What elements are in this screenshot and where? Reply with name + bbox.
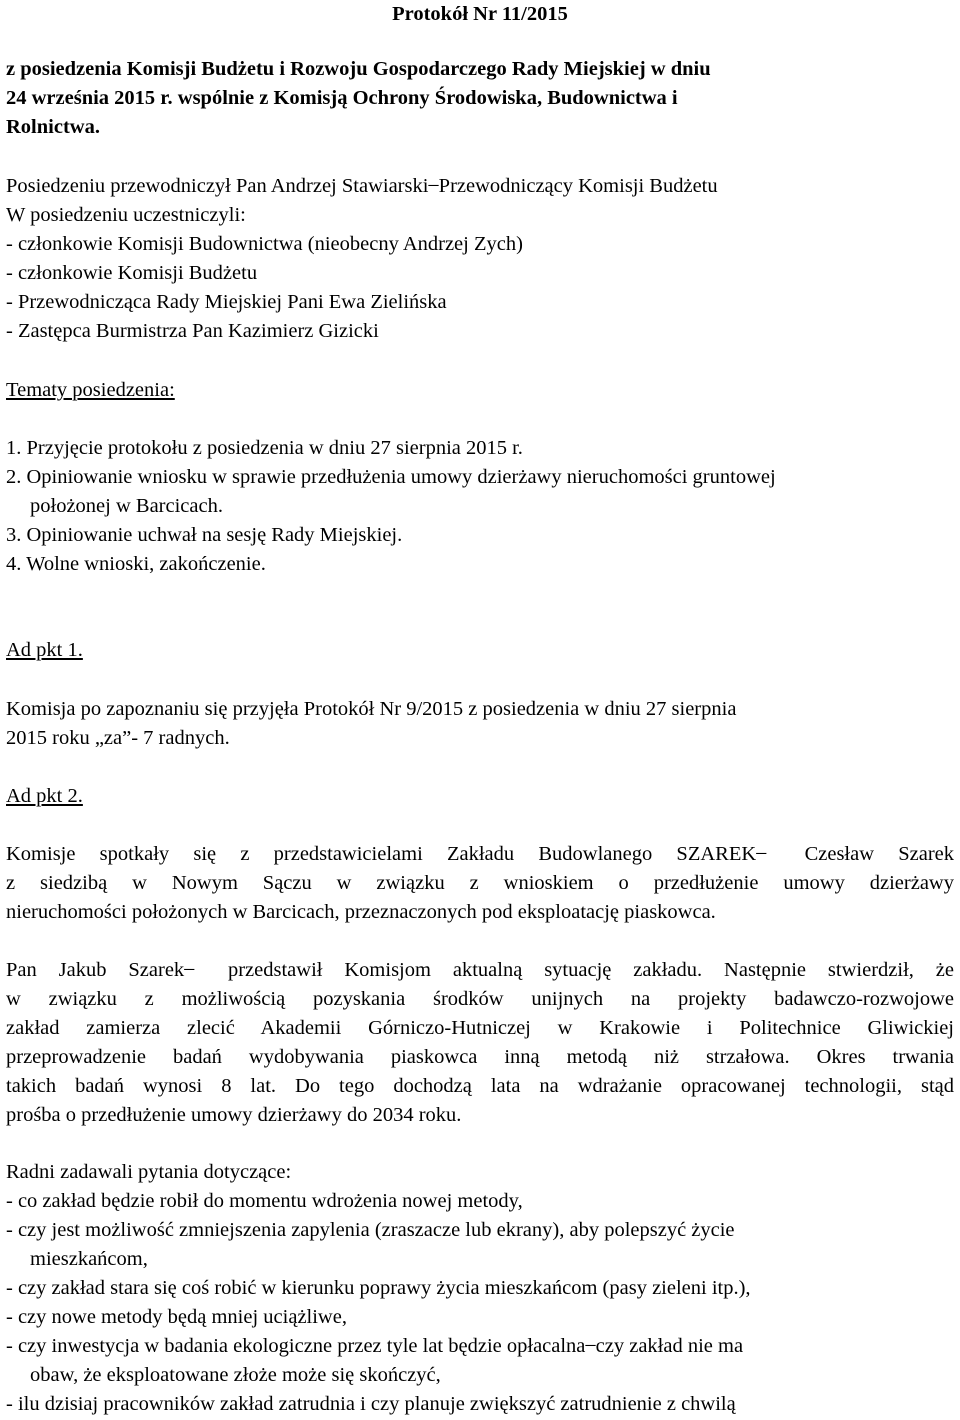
header-line: 24 września 2015 r. wspólnie z Komisją Ochrony Środowiska, Budownictwa i <box>6 87 678 109</box>
topic-item: 3. Opiniowanie uchwał na sesję Rady Miejskiej. <box>6 524 403 546</box>
header-line: Rolnictwa. <box>6 116 100 138</box>
chair-line: Posiedzeniu przewodniczył Pan Andrzej Stawiarski ̶ Przewodniczący Komisji Budżetu <box>6 175 718 197</box>
question-item: - czy nowe metody będą mniej uciążliwe, <box>6 1306 347 1328</box>
ad-pkt-1-text: 2015 roku „za”- 7 radnych. <box>6 727 230 749</box>
ad-pkt-1-text: Komisja po zapoznaniu się przyjęła Protokół Nr 9/2015 z posiedzenia w dniu 27 sierpnia <box>6 698 737 720</box>
paragraph-line: nieruchomości położonych w Barcicach, przeznaczonych pod eksploatację piaskowca. <box>6 901 716 923</box>
paragraph-line: Komisje spotkały się z przedstawicielami Zakładu Budowlanego SZAREK ̶ Czesław Szarek <box>6 843 954 865</box>
ad-pkt-1-heading: Ad pkt 1. <box>6 639 83 661</box>
attendee-item: - członkowie Komisji Budownictwa (nieobecny Andrzej Zych) <box>6 233 523 255</box>
attendee-item: - Zastępca Burmistrza Pan Kazimierz Gizicki <box>6 320 379 342</box>
ad-pkt-2-heading: Ad pkt 2. <box>6 785 83 807</box>
question-item: - czy jest możliwość zmniejszenia zapylenia (zraszacze lub ekrany), aby polepszyć życie <box>6 1219 735 1241</box>
question-item: - czy zakład stara się coś robić w kierunku poprawy życia mieszkańcom (pasy zieleni itp.), <box>6 1277 751 1299</box>
document-title: Protokół Nr 11/2015 <box>392 3 568 25</box>
header-line: z posiedzenia Komisji Budżetu i Rozwoju Gospodarczego Rady Miejskiej w dniu <box>6 58 711 80</box>
topics-heading: Tematy posiedzenia: <box>6 379 175 401</box>
paragraph-line: Pan Jakub Szarek ̶ przedstawił Komisjom aktualną sytuację zakładu. Następnie stwierdził, że <box>6 959 954 981</box>
question-item-continued: obaw, że eksploatowane złoże może się skończyć, <box>30 1364 441 1386</box>
paragraph-line: takich badań wynosi 8 lat. Do tego dochodzą lata na wdrażanie opracowanej technologii, stąd <box>6 1075 954 1097</box>
question-item: - co zakład będzie robił do momentu wdrożenia nowej metody, <box>6 1190 523 1212</box>
attendee-item: - Przewodnicząca Rady Miejskiej Pani Ewa Zielińska <box>6 291 447 313</box>
topic-item: 4. Wolne wnioski, zakończenie. <box>6 553 266 575</box>
paragraph-line: prośba o przedłużenie umowy dzierżawy do 2034 roku. <box>6 1104 462 1126</box>
paragraph-line: z siedzibą w Nowym Sączu w związku z wnioskiem o przedłużenie umowy dzierżawy <box>6 872 954 894</box>
paragraph-line: zakład zamierza zlecić Akademii Górniczo-Hutniczej w Krakowie i Politechnice Gliwickiej <box>6 1017 954 1039</box>
question-item: - ilu dzisiaj pracowników zakład zatrudnia i czy planuje zwiększyć zatrudnienie z chwilą <box>6 1393 736 1415</box>
topic-item: 1. Przyjęcie protokołu z posiedzenia w dniu 27 sierpnia 2015 r. <box>6 437 523 459</box>
questions-intro: Radni zadawali pytania dotyczące: <box>6 1161 292 1183</box>
paragraph-line: w związku z możliwością pozyskania środków unijnych na projekty badawczo-rozwojowe <box>6 988 954 1010</box>
question-item-continued: mieszkańcom, <box>30 1248 148 1270</box>
attendance-intro: W posiedzeniu uczestniczyli: <box>6 204 246 226</box>
paragraph-line: przeprowadzenie badań wydobywania piaskowca inną metodą niż strzałowa. Okres trwania <box>6 1046 954 1068</box>
topic-item-continued: położonej w Barcicach. <box>30 495 223 517</box>
question-item: - czy inwestycja w badania ekologiczne przez tyle lat będzie opłacalna ̶ czy zakład nie ma <box>6 1335 744 1357</box>
topic-item: 2. Opiniowanie wniosku w sprawie przedłużenia umowy dzierżawy nieruchomości gruntowej <box>6 466 776 488</box>
attendee-item: - członkowie Komisji Budżetu <box>6 262 258 284</box>
